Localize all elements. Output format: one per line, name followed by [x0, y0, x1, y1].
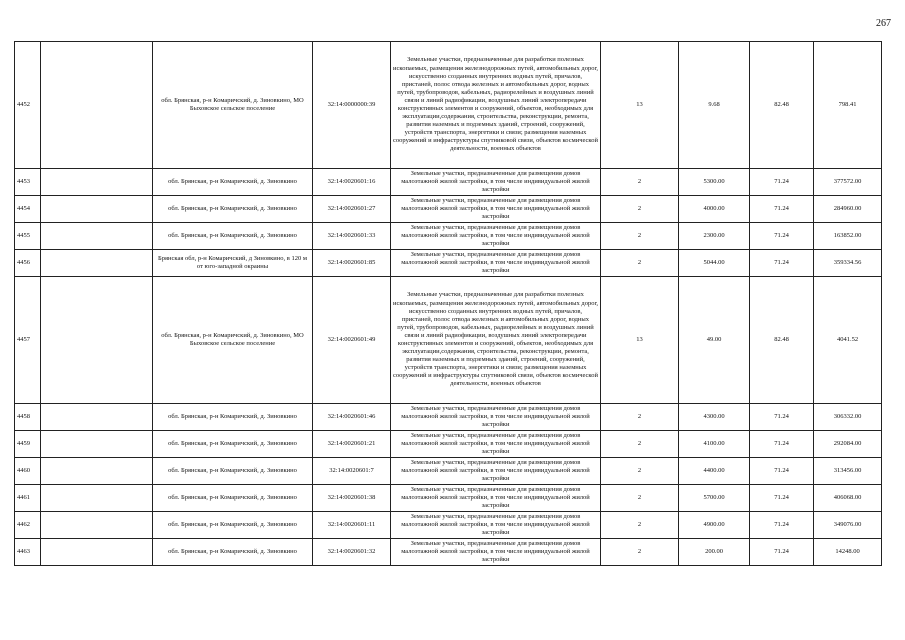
land-use-cell: Земельные участки, предназначенные для размещения домов малоэтажной жилой застройки, в том числе индивидуальной жилой застройки	[391, 431, 601, 458]
address-cell: обл. Брянская, р-н Комаричский, д. Зиновкино, МО Быховское сельское поселение	[153, 42, 313, 169]
rate-cell: 71.24	[750, 250, 814, 277]
row-number: 4458	[15, 404, 41, 431]
usage-code-cell: 2	[601, 404, 679, 431]
area-cell: 49.00	[679, 277, 750, 404]
address-cell: обл. Брянская, р-н Комаричский, д. Зиновкино	[153, 485, 313, 512]
cadastral-number-cell: 32:14:0020601:21	[313, 431, 391, 458]
usage-code-cell: 2	[601, 458, 679, 485]
empty-cell	[41, 485, 153, 512]
table-row	[15, 458, 882, 485]
empty-cell	[41, 539, 153, 566]
area-cell: 5044.00	[679, 250, 750, 277]
cadastral-number-cell: 32:14:0020601:38	[313, 485, 391, 512]
address-cell: обл. Брянская, р-н Комаричский, д. Зиновкино	[153, 431, 313, 458]
usage-code-cell: 13	[601, 277, 679, 404]
value-cell: 359334.56	[814, 250, 882, 277]
land-use-cell: Земельные участки, предназначенные для размещения домов малоэтажной жилой застройки, в том числе индивидуальной жилой застройки	[391, 485, 601, 512]
value-cell: 284960.00	[814, 196, 882, 223]
land-use-cell: Земельные участки, предназначенные для размещения домов малоэтажной жилой застройки, в том числе индивидуальной жилой застройки	[391, 223, 601, 250]
cadastral-number-cell: 32:14:0020601:7	[313, 458, 391, 485]
table-row	[15, 404, 882, 431]
table-row	[15, 431, 882, 458]
address-cell: обл. Брянская, р-н Комаричский, д. Зиновкино	[153, 169, 313, 196]
cadastral-number-cell: 32:14:0020601:11	[313, 512, 391, 539]
table-row	[15, 539, 882, 566]
area-cell: 9.68	[679, 42, 750, 169]
area-cell: 200.00	[679, 539, 750, 566]
empty-cell	[41, 42, 153, 169]
value-cell: 306332.00	[814, 404, 882, 431]
address-cell: обл. Брянская, р-н Комаричский, д. Зиновкино, МО Быховское сельское поселение	[153, 277, 313, 404]
empty-cell	[41, 196, 153, 223]
value-cell: 798.41	[814, 42, 882, 169]
empty-cell	[41, 250, 153, 277]
cadastral-number-cell: 32:14:0020601:49	[313, 277, 391, 404]
rate-cell: 82.48	[750, 277, 814, 404]
empty-cell	[41, 458, 153, 485]
row-number: 4462	[15, 512, 41, 539]
cadastral-number-cell: 32:14:0000000:39	[313, 42, 391, 169]
table-row	[15, 250, 882, 277]
empty-cell	[41, 223, 153, 250]
usage-code-cell: 2	[601, 431, 679, 458]
land-use-cell: Земельные участки, предназначенные для размещения домов малоэтажной жилой застройки, в том числе индивидуальной жилой застройки	[391, 169, 601, 196]
table-row	[15, 277, 882, 404]
cadastral-number-cell: 32:14:0020601:46	[313, 404, 391, 431]
row-number: 4459	[15, 431, 41, 458]
usage-code-cell: 2	[601, 196, 679, 223]
value-cell: 406068.00	[814, 485, 882, 512]
row-number: 4463	[15, 539, 41, 566]
usage-code-cell: 13	[601, 42, 679, 169]
rate-cell: 71.24	[750, 458, 814, 485]
usage-code-cell: 2	[601, 485, 679, 512]
rate-cell: 71.24	[750, 485, 814, 512]
area-cell: 4900.00	[679, 512, 750, 539]
table-body	[15, 42, 882, 566]
value-cell: 4041.52	[814, 277, 882, 404]
row-number: 4461	[15, 485, 41, 512]
land-use-cell: Земельные участки, предназначенные для разработки полезных ископаемых, размещения железнодорожных путей, автомобильных дорог, искусственно созданных внутренних водных путей, причалов, пристаней, полос отвода железных и автомобильных дорог, водных путей, трубопроводов, кабельных, радиорелейных и воздушных линий связи и линий радиофикации, воздушных линий электропередачи конструктивных элементов и сооружений, объектов, необходимых для эксплуатации,содержания, строительства, реконструкции, ремонта, развития наземных и подземных зданий, строений, сооружений, устройств транспорта, энергетики и связи; размещения наземных сооружений и инфраструктуры спутниковой связи, объектов космической деятельности, военных объектов	[391, 277, 601, 404]
cadastral-number-cell: 32:14:0020601:27	[313, 196, 391, 223]
area-cell: 4000.00	[679, 196, 750, 223]
address-cell: Брянская обл, р-н Комаричский, д Зиновкино, в 120 м от юго-западной окраины	[153, 250, 313, 277]
usage-code-cell: 2	[601, 169, 679, 196]
rate-cell: 71.24	[750, 431, 814, 458]
empty-cell	[41, 512, 153, 539]
land-use-cell: Земельные участки, предназначенные для размещения домов малоэтажной жилой застройки, в том числе индивидуальной жилой застройки	[391, 512, 601, 539]
value-cell: 313456.00	[814, 458, 882, 485]
table-row	[15, 196, 882, 223]
empty-cell	[41, 404, 153, 431]
usage-code-cell: 2	[601, 512, 679, 539]
table-row	[15, 512, 882, 539]
address-cell: обл. Брянская, р-н Комаричский, д. Зиновкино	[153, 458, 313, 485]
rate-cell: 71.24	[750, 169, 814, 196]
table-row	[15, 42, 882, 169]
value-cell: 292084.00	[814, 431, 882, 458]
area-cell: 5300.00	[679, 169, 750, 196]
rate-cell: 71.24	[750, 404, 814, 431]
value-cell: 14248.00	[814, 539, 882, 566]
usage-code-cell: 2	[601, 223, 679, 250]
address-cell: обл. Брянская, р-н Комаричский, д. Зиновкино	[153, 404, 313, 431]
table-row	[15, 223, 882, 250]
usage-code-cell: 2	[601, 539, 679, 566]
rate-cell: 71.24	[750, 512, 814, 539]
rate-cell: 71.24	[750, 539, 814, 566]
row-number: 4453	[15, 169, 41, 196]
empty-cell	[41, 277, 153, 404]
land-use-cell: Земельные участки, предназначенные для размещения домов малоэтажной жилой застройки, в том числе индивидуальной жилой застройки	[391, 539, 601, 566]
cadastral-number-cell: 32:14:0020601:32	[313, 539, 391, 566]
rate-cell: 71.24	[750, 223, 814, 250]
land-use-cell: Земельные участки, предназначенные для размещения домов малоэтажной жилой застройки, в том числе индивидуальной жилой застройки	[391, 458, 601, 485]
area-cell: 4400.00	[679, 458, 750, 485]
usage-code-cell: 2	[601, 250, 679, 277]
table-row	[15, 169, 882, 196]
row-number: 4460	[15, 458, 41, 485]
area-cell: 5700.00	[679, 485, 750, 512]
row-number: 4454	[15, 196, 41, 223]
page-number: 267	[876, 18, 891, 29]
land-use-cell: Земельные участки, предназначенные для размещения домов малоэтажной жилой застройки, в том числе индивидуальной жилой застройки	[391, 250, 601, 277]
row-number: 4456	[15, 250, 41, 277]
address-cell: обл. Брянская, р-н Комаричский, д. Зиновкино	[153, 512, 313, 539]
area-cell: 4100.00	[679, 431, 750, 458]
land-use-cell: Земельные участки, предназначенные для размещения домов малоэтажной жилой застройки, в том числе индивидуальной жилой застройки	[391, 196, 601, 223]
row-number: 4452	[15, 42, 41, 169]
row-number: 4457	[15, 277, 41, 404]
cadastral-number-cell: 32:14:0020601:16	[313, 169, 391, 196]
value-cell: 163852.00	[814, 223, 882, 250]
area-cell: 4300.00	[679, 404, 750, 431]
land-registry-table	[14, 41, 882, 566]
rate-cell: 71.24	[750, 196, 814, 223]
empty-cell	[41, 431, 153, 458]
cadastral-number-cell: 32:14:0020601:85	[313, 250, 391, 277]
row-number: 4455	[15, 223, 41, 250]
cadastral-number-cell: 32:14:0020601:33	[313, 223, 391, 250]
address-cell: обл. Брянская, р-н Комаричский, д. Зиновкино	[153, 539, 313, 566]
address-cell: обл. Брянская, р-н Комаричский, д. Зиновкино	[153, 196, 313, 223]
value-cell: 377572.00	[814, 169, 882, 196]
empty-cell	[41, 169, 153, 196]
table-row	[15, 485, 882, 512]
rate-cell: 82.48	[750, 42, 814, 169]
area-cell: 2300.00	[679, 223, 750, 250]
land-use-cell: Земельные участки, предназначенные для разработки полезных ископаемых, размещения железнодорожных путей, автомобильных дорог, искусственно созданных внутренних водных путей, причалов, пристаней, полос отвода железных и автомобильных дорог, водных путей, трубопроводов, кабельных, радиорелейных и воздушных линий связи и линий радиофикации, воздушных линий электропередачи конструктивных элементов и сооружений, объектов, необходимых для эксплуатации,содержания, строительства, реконструкции, ремонта, развития наземных и подземных зданий, строений, сооружений, устройств транспорта, энергетики и связи; размещения наземных сооружений и инфраструктуры спутниковой связи, объектов космической деятельности, военных объектов	[391, 42, 601, 169]
address-cell: обл. Брянская, р-н Комаричский, д. Зиновкино	[153, 223, 313, 250]
land-use-cell: Земельные участки, предназначенные для размещения домов малоэтажной жилой застройки, в том числе индивидуальной жилой застройки	[391, 404, 601, 431]
value-cell: 349076.00	[814, 512, 882, 539]
